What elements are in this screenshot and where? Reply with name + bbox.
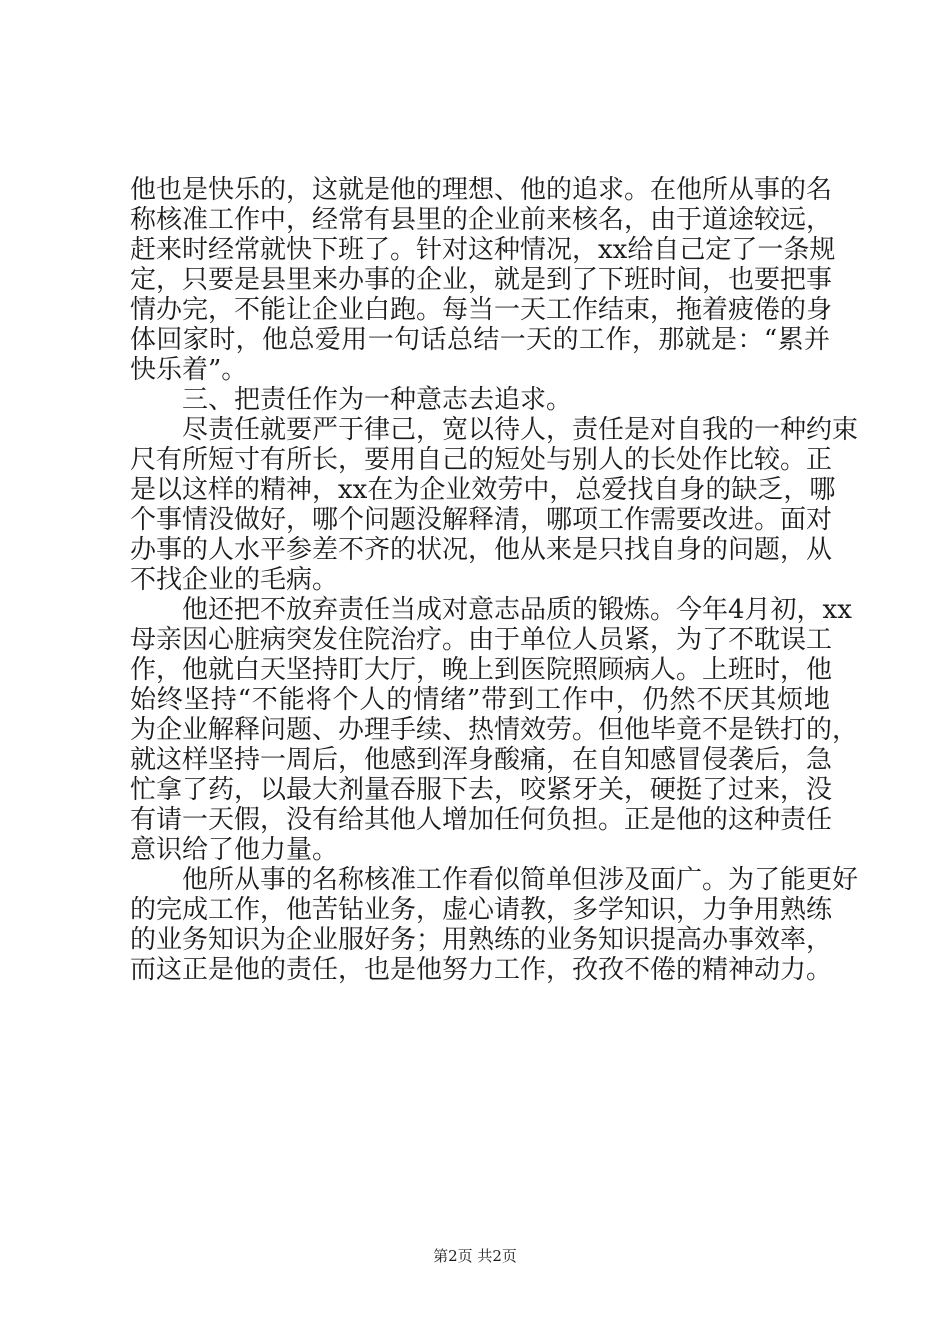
text-line: 他所从事的名称核准工作看似简单但涉及面广。为了能更好 xyxy=(182,865,859,895)
text-line: 作，他就白天坚持盯大厅，晚上到医院照顾病人。上班时，他 xyxy=(130,655,833,685)
text-line: 个事情没做好，哪个问题没解释清，哪项工作需要改进。面对 xyxy=(130,505,833,535)
text-line: 母亲因心脏病突发住院治疗。由于单位人员紧，为了不耽误工 xyxy=(130,625,833,655)
text-line: 体回家时，他总爱用一句话总结一天的工作，那就是：“累并 xyxy=(130,325,830,355)
body-text xyxy=(130,175,859,985)
text-line: 尺有所短寸有所长，要用自己的短处与别人的长处作比较。正 xyxy=(130,445,833,475)
text-line: 意识给了他力量。 xyxy=(130,835,339,865)
text-line: 而这正是他的责任，也是他努力工作，孜孜不倦的精神动力。 xyxy=(130,955,833,985)
text-line: 他也是快乐的，这就是他的理想、他的追求。在他所从事的名 xyxy=(130,175,833,205)
text-line: 不找企业的毛病。 xyxy=(130,565,339,595)
text-line: 快乐着”。 xyxy=(130,355,248,385)
section-heading: 三、把责任作为一种意志去追求。 xyxy=(182,385,573,415)
text-line: 有请一天假，没有给其他人增加任何负担。正是他的这种责任 xyxy=(130,805,833,835)
text-line: 就这样坚持一周后，他感到浑身酸痛，在自知感冒侵袭后，急 xyxy=(130,745,833,775)
text-line: 定，只要是县里来办事的企业，就是到了下班时间，也要把事 xyxy=(130,265,833,295)
text-line: 办事的人水平参差不齐的状况，他从来是只找自身的问题，从 xyxy=(130,535,833,565)
text-line: 忙拿了药，以最大剂量吞服下去，咬紧牙关，硬挺了过来，没 xyxy=(130,775,833,805)
text-line: 的完成工作，他苦钻业务，虚心请教，多学知识，力争用熟练 xyxy=(130,895,833,925)
text-line: 他还把不放弃责任当成对意志品质的锻炼。今年4月初，xx xyxy=(182,595,852,625)
page-number-footer: 第2页 共2页 xyxy=(433,1247,517,1265)
text-line: 尽责任就要严于律己，宽以待人，责任是对自我的一种约束 xyxy=(182,415,859,445)
text-line: 为企业解释问题、办理手续、热情效劳。但他毕竟不是铁打的， xyxy=(130,715,859,745)
text-line: 称核准工作中，经常有县里的企业前来核名，由于道途较远， xyxy=(130,205,833,235)
text-line: 的业务知识为企业服好务；用熟练的业务知识提高办事效率， xyxy=(130,925,833,955)
text-line: 始终坚持“不能将个人的情绪”带到工作中，仍然不厌其烦地 xyxy=(130,685,830,715)
text-line: 情办完，不能让企业白跑。每当一天工作结束，拖着疲倦的身 xyxy=(130,295,833,325)
text-line: 赶来时经常就快下班了。针对这种情况，xx给自己定了一条规 xyxy=(130,235,836,265)
text-line: 是以这样的精神，xx在为企业效劳中，总爱找自身的缺乏，哪 xyxy=(130,475,836,505)
